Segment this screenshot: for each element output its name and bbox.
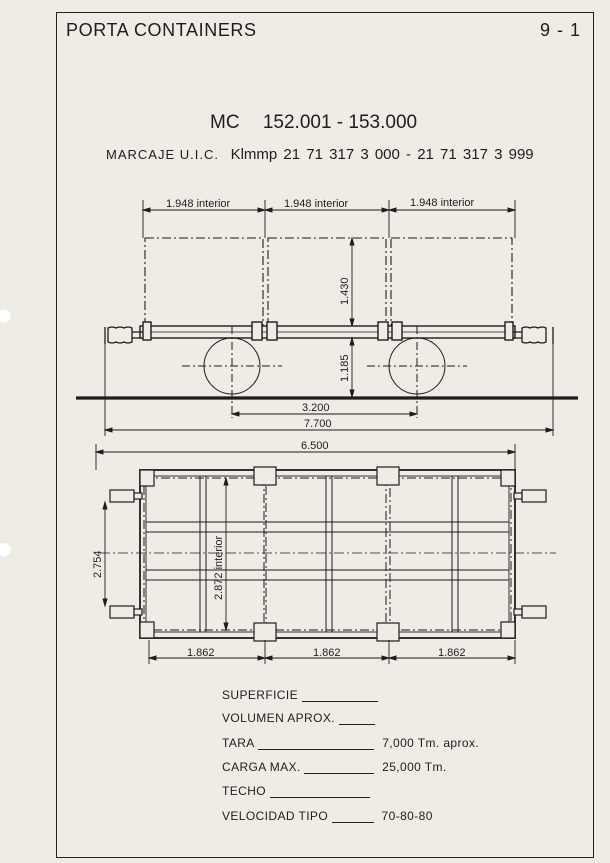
bay-length-label-3: 1.862 [438, 647, 466, 659]
spec-label: TECHO [222, 784, 266, 798]
spec-label: VELOCIDAD TIPO [222, 809, 329, 823]
series-code: MC [210, 112, 240, 133]
outer-width-label: 2.754 [92, 550, 104, 578]
spec-value: 7,000 Tm. aprox. [382, 736, 480, 750]
container-width-label-3: 1.948 interior [410, 197, 475, 209]
bay-length-label-2: 1.862 [313, 647, 341, 659]
frame-length-label: 6.500 [301, 440, 329, 452]
spec-label: SUPERFICIE [222, 688, 299, 702]
inner-width-label: 2.872 interior [213, 535, 225, 600]
uic-marking-value: Klmmp 21 71 317 3 000 - 21 71 317 3 999 [230, 146, 534, 163]
plan-frame-outline [140, 470, 515, 638]
spec-value: 25,000 Tm. [382, 760, 447, 774]
floor-height-label: 1.185 [339, 354, 351, 382]
spec-label: TARA [222, 736, 255, 750]
spec-label: CARGA MAX. [222, 760, 301, 774]
spec-superficie [222, 688, 378, 706]
plan-view [96, 444, 556, 664]
container-width-label-2: 1.948 interior [284, 198, 349, 210]
bay-length-label-1: 1.862 [187, 647, 215, 659]
plan-cross-members [200, 476, 458, 632]
container-height-label: 1.430 [339, 277, 351, 305]
container-width-label-1: 1.948 interior [166, 198, 231, 210]
spec-value: 70-80-80 [381, 809, 433, 823]
sheet-title: PORTA CONTAINERS [66, 20, 257, 40]
series-range: 152.001 - 153.000 [262, 112, 418, 133]
wheelbase-label: 3.200 [302, 402, 330, 414]
overall-length-label: 7.700 [304, 418, 332, 430]
spec-label: VOLUMEN APROX. [222, 711, 335, 725]
plan-container-outlines [144, 478, 511, 630]
spec-tara [222, 736, 479, 754]
spec-carga-max [222, 760, 447, 778]
plan-buffers [110, 490, 546, 618]
side-underframe [140, 322, 515, 340]
plan-twist-locks [140, 467, 515, 641]
spec-techo [222, 784, 370, 802]
spec-velocidad [222, 809, 433, 827]
spec-volumen [222, 711, 375, 729]
side-view [76, 200, 578, 436]
sheet-number: 9 - 1 [540, 20, 582, 40]
uic-marking-label: MARCAJE U.I.C. [106, 147, 219, 162]
container-outlines [145, 238, 512, 326]
